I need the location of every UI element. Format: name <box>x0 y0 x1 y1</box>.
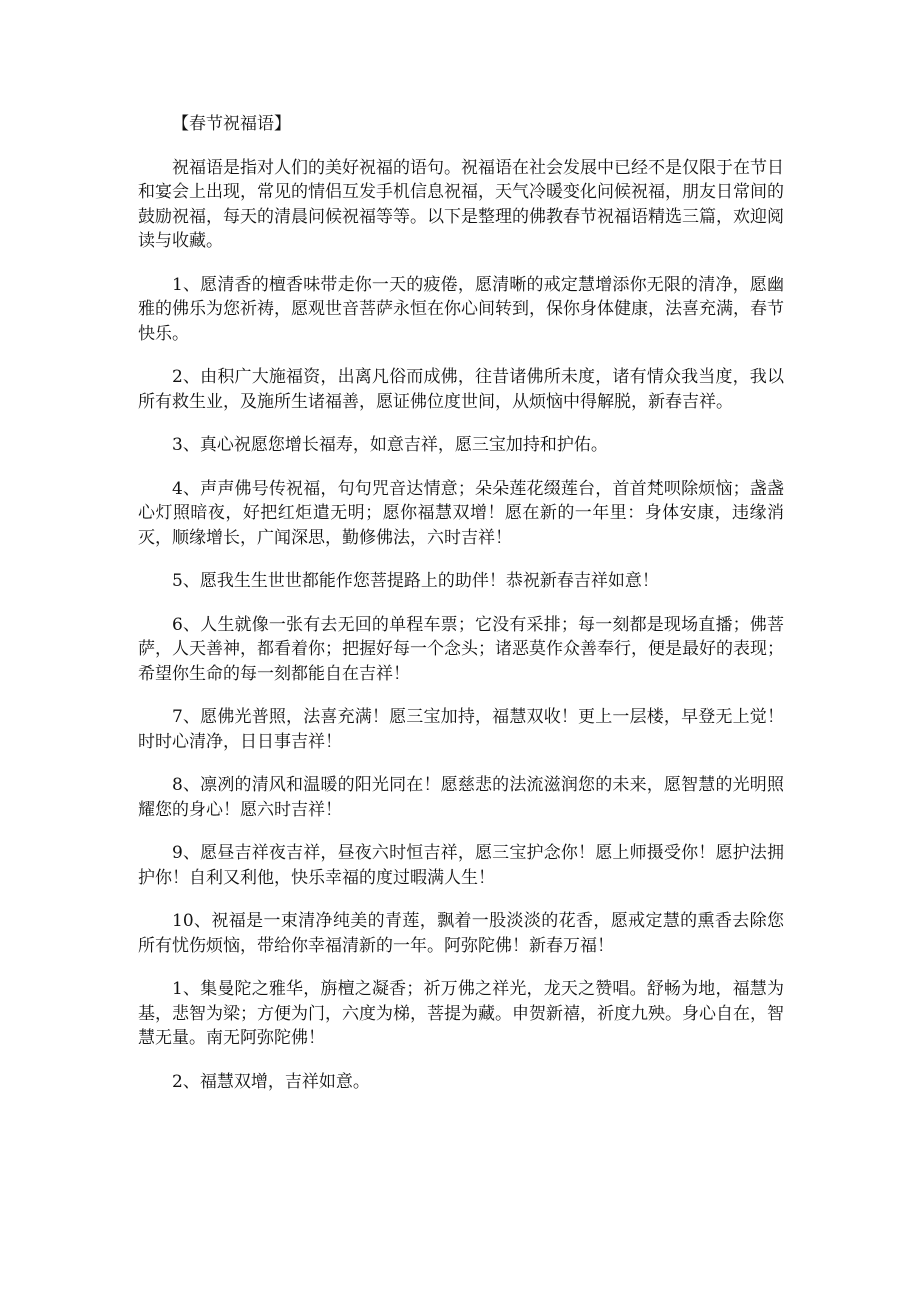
blessing-paragraph: 1、愿清香的檀香味带走你一天的疲倦，愿清晰的戒定慧增添你无限的清净，愿幽雅的佛乐为您祈祷，愿观世音菩萨永恒在你心间转到，保你身体健康，法喜充满，春节快乐。 <box>138 274 784 344</box>
intro-paragraph: 祝福语是指对人们的美好祝福的语句。祝福语在社会发展中已经不是仅限于在节日和宴会上出现，常见的情侣互发手机信息祝福，天气冷暖变化问候祝福，朋友日常间的鼓励祝福，每天的清晨问候祝福等等。以下是整理的佛教春节祝福语精选三篇，欢迎阅读与收藏。 <box>138 157 784 251</box>
blessing-paragraph: 10、祝福是一束清净纯美的青莲，飘着一股淡淡的花香，愿戒定慧的熏香去除您所有忧伤烦恼，带给你幸福清新的一年。阿弥陀佛！新春万福！ <box>138 911 784 956</box>
blessing-paragraph: 7、愿佛光普照，法喜充满！愿三宝加持，福慧双收！更上一层楼，早登无上觉！时时心清净，日日事吉祥！ <box>138 707 784 752</box>
blessing-paragraph: 9、愿昼吉祥夜吉祥，昼夜六时恒吉祥，愿三宝护念你！愿上师摄受你！愿护法拥护你！自利又利他，快乐幸福的度过暇满人生！ <box>138 843 784 888</box>
blessing-paragraph: 6、人生就像一张有去无回的单程车票；它没有采排；每一刻都是现场直播；佛菩萨，人天善神，都看着你；把握好每一个念头；诸恶莫作众善奉行，便是最好的表现；希望你生命的每一刻都能自在吉祥！ <box>138 614 784 684</box>
blessing-paragraph: 2、福慧双增，吉祥如意。 <box>172 1071 370 1092</box>
blessing-paragraph: 1、集曼陀之雅华，旃檀之凝香；祈万佛之祥光，龙天之赞唱。舒畅为地，福慧为基，悲智为梁；方便为门，六度为梯，菩提为藏。申贺新禧，祈度九殃。身心自在，智慧无量。南无阿弥陀佛！ <box>138 979 784 1048</box>
blessing-paragraph: 2、由积广大施福资，出离凡俗而成佛，往昔诸佛所未度，诸有情众我当度，我以所有救生业，及施所生诸福善，愿证佛位度世间，从烦恼中得解脱，新春吉祥。 <box>138 367 784 412</box>
document-title: 【春节祝福语】 <box>172 114 291 134</box>
blessing-paragraph: 3、真心祝愿您增长福寿，如意吉祥，愿三宝加持和护佑。 <box>172 435 608 455</box>
blessing-paragraph: 8、凛冽的清风和温暖的阳光同在！愿慈悲的法流滋润您的未来，愿智慧的光明照耀您的身心！愿六时吉祥！ <box>138 775 784 820</box>
document-page <box>138 112 784 1113</box>
blessing-paragraph: 5、愿我生生世世都能作您菩提路上的助伴！恭祝新春吉祥如意！ <box>172 571 659 591</box>
blessing-paragraph: 4、声声佛号传祝福，句句咒音达情意；朵朵莲花缀莲台，首首梵呗除烦恼；盏盏心灯照暗夜，好把红炬遣无明；愿你福慧双增！愿在新的一年里：身体安康，违缘消灭，顺缘增长，广闻深思，勤修佛法，六时吉祥！ <box>138 478 784 548</box>
